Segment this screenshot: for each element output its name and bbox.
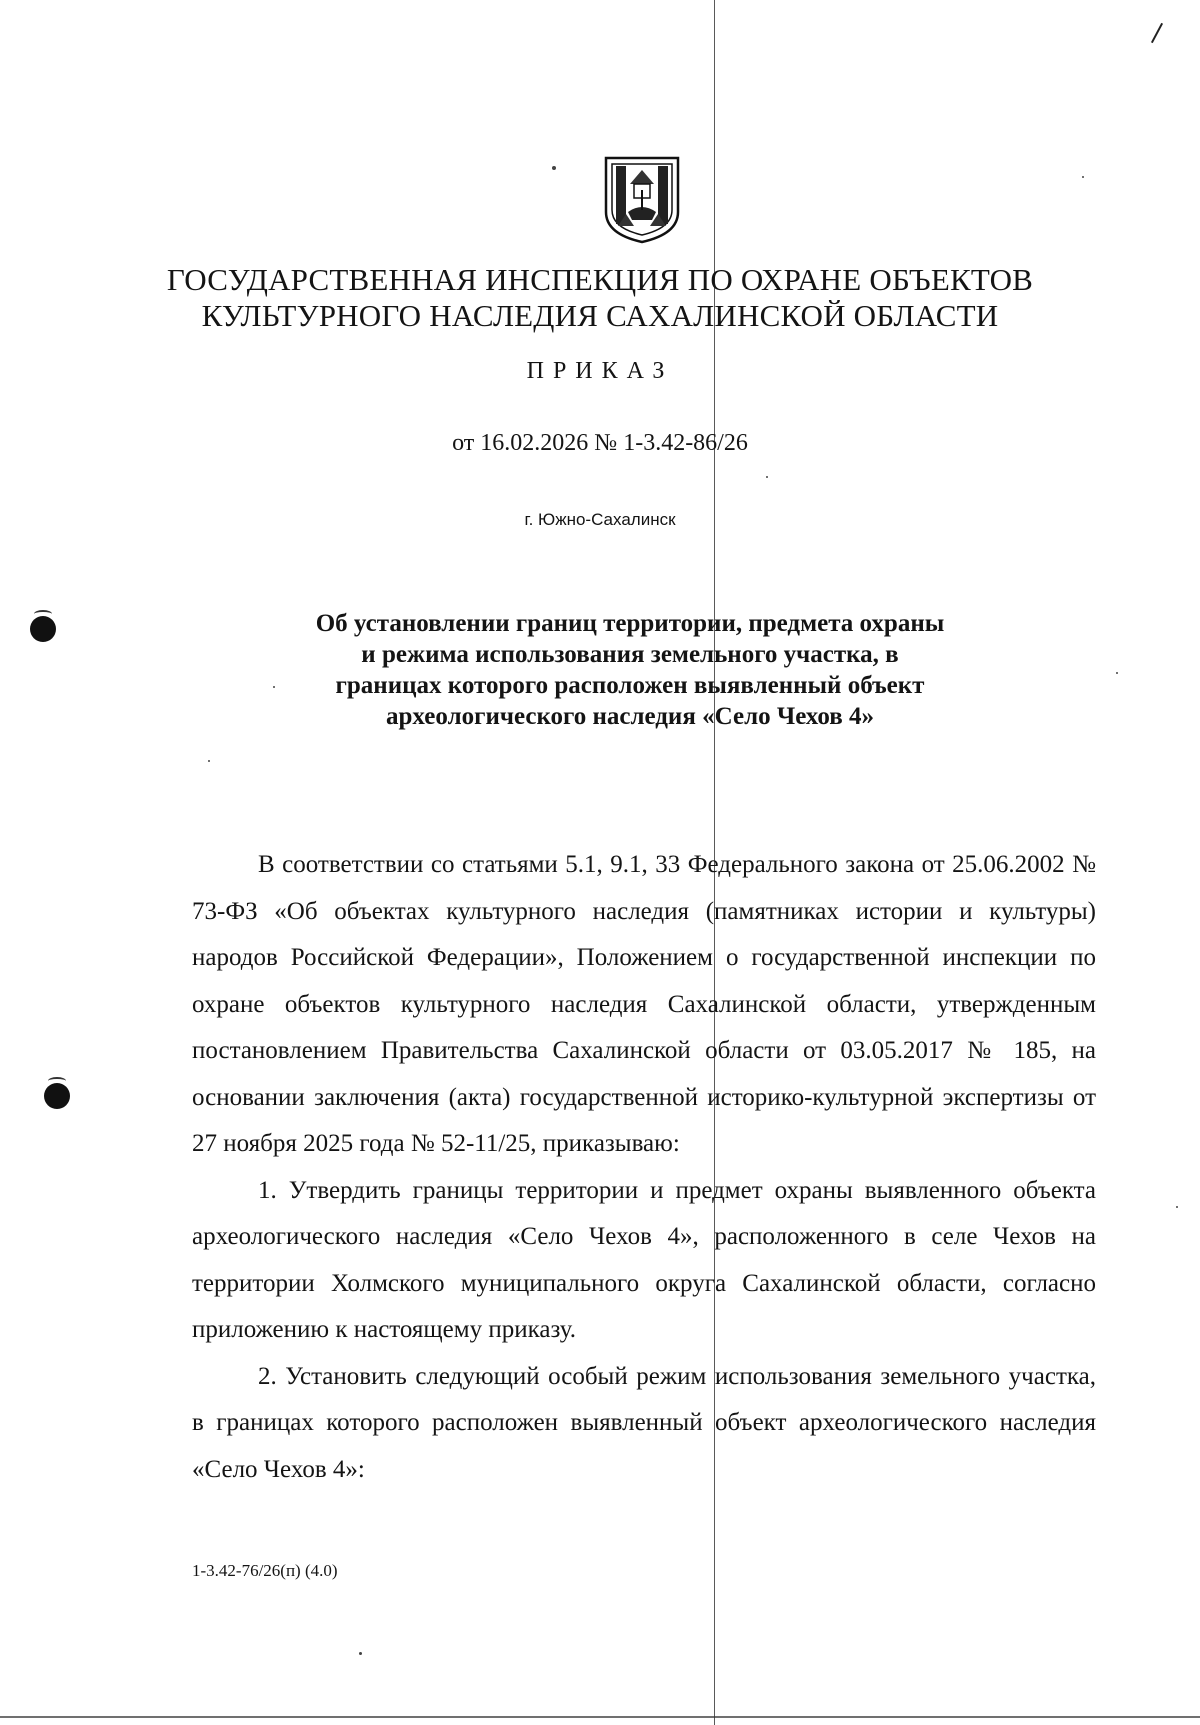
document-code: 1-3.42-76/26(п) (4.0) [192,1561,338,1580]
preamble-paragraph: В соответствии со статьями 5.1, 9.1, 33 Федерального закона от 25.06.2002 № 73-ФЗ «Об объектах культурного наследия (памятниках истории и культуры) народов Российской Федерации», Положением о государственной инспекции по охране объектов культурного наследия Сахалинской области, утвержденным постановлением Правительства Сахалинской области от 03.05.2017 № 185, на основании заключения (акта) государственной историко-культурной экспертизы от 27 ноября 2025 года № 52-11/25, приказываю: [192,851,1096,1157]
scan-speck [552,166,556,170]
coat-of-arms-icon [600,154,684,244]
punch-hole-bottom [44,1083,70,1109]
scan-speck [208,760,210,762]
order-title: ПРИКАЗ [526,358,674,384]
order-subject-line-4: археологического наследия «Село Чехов 4» [386,703,874,730]
order-subject-line-1: Об установлении границ территории, предмета охраны [315,610,945,637]
order-city: г. Южно-Сахалинск [524,510,676,529]
order-subject-line-2: и режима использования земельного участка, в [361,641,899,668]
scan-speck [359,1652,362,1655]
order-subject-line-3: границах которого расположен выявленный объект [335,672,925,699]
order-body [192,842,1096,1493]
scan-speck [1116,672,1118,674]
agency-name [0,262,1200,334]
order-subject [250,608,1010,732]
agency-name-line-1: ГОСУДАРСТВЕННАЯ ИНСПЕКЦИЯ ПО ОХРАНЕ ОБЪЕКТОВ [166,262,1034,297]
scan-bottom-edge [0,1716,1200,1718]
scan-speck [766,476,768,478]
agency-name-line-2: КУЛЬТУРНОГО НАСЛЕДИЯ САХАЛИНСКОЙ ОБЛАСТИ [201,298,999,333]
pen-stroke-mark [1151,23,1163,43]
order-number: от 16.02.2026 № 1-3.42-86/26 [452,430,748,456]
order-item-1: 1. Утвердить границы территории и предмет охраны выявленного объекта археологического наследия «Село Чехов 4», расположенного в селе Чехов на территории Холмского муниципального округа Сахалинской области, согласно приложению к настоящему приказу. [192,1176,1096,1343]
order-item-2: 2. Установить следующий особый режим использования земельного участка, в границах которого расположен выявленный объект археологического наследия «Село Чехов 4»: [192,1362,1096,1483]
punch-hole-top [30,616,56,642]
scan-speck [1176,1206,1178,1208]
scan-speck [1082,176,1084,178]
